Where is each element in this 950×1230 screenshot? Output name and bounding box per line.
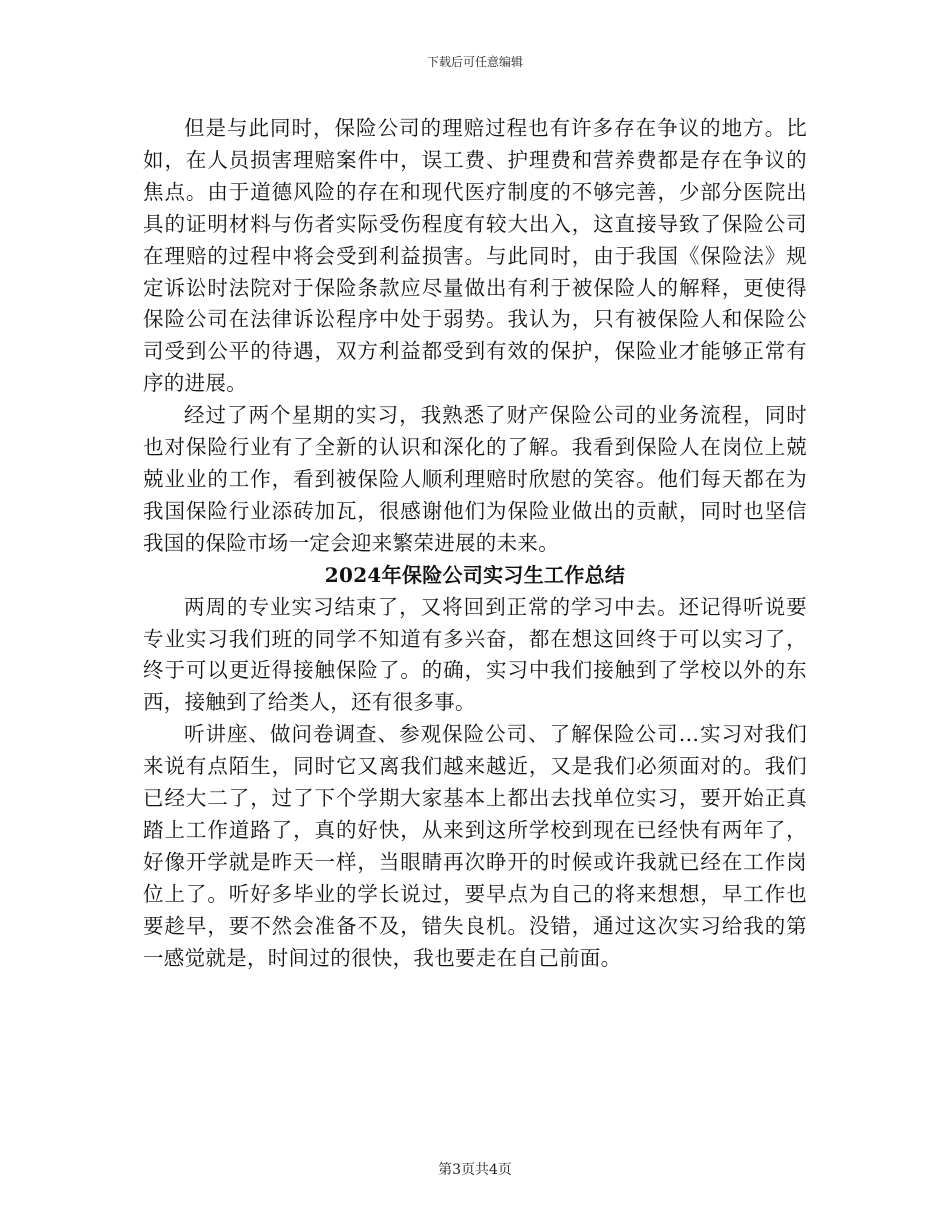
paragraph: 两周的专业实习结束了，又将回到正常的学习中去。还记得听说要专业实习我们班的同学不知道有多兴奋，都在想这回终于可以实习了，终于可以更近得接触保险了。的确，实习中我们接触到了学校以外的东西，接触到了给类人，还有很多事。 <box>143 594 807 715</box>
paragraph: 听讲座、做问卷调查、参观保险公司、了解保险公司…实习对我们来说有点陌生，同时它又离我们越来越近，又是我们必须面对的。我们已经大二了，过了下个学期大家基本上都出去找单位实习，要开始正真踏上工作道路了，真的好快，从来到这所学校到现在已经快有两年了，好像开学就是昨天一样，当眼睛再次睁开的时候或许我就已经在工作岗位上了。听好多毕业的学长说过，要早点为自己的将来想想，早工作也要趁早，要不然会准备不及，错失良机。没错，通过这次实习给我的第一感觉就是，时间过的很快，我也要走在自己前面。 <box>143 722 807 970</box>
page-number: 第3页共4页 <box>438 1162 512 1178</box>
paragraph: 经过了两个星期的实习，我熟悉了财产保险公司的业务流程，同时也对保险行业有了全新的认识和深化的了解。我看到保险人在岗位上兢兢业业的工作，看到被保险人顺利理赔时欣慰的笑容。他们每天都在为我国保险行业添砖加瓦，很感谢他们为保险业做出的贡献，同时也坚信我国的保险市场一定会迎来繁荣进展的未来。 <box>143 403 807 555</box>
page-header: 下载后可任意编辑 <box>426 55 523 69</box>
section-title: 2024年保险公司实习生工作总结 <box>324 562 626 587</box>
document-body <box>143 113 807 974</box>
paragraph: 但是与此同时，保险公司的理赔过程也有许多存在争议的地方。比如，在人员损害理赔案件中，误工费、护理费和营养费都是存在争议的焦点。由于道德风险的存在和现代医疗制度的不够完善，少部分医院出具的证明材料与伤者实际受伤程度有较大出入，这直接导致了保险公司在理赔的过程中将会受到利益损害。与此同时，由于我国《保险法》规定诉讼时法院对于保险条款应尽量做出有利于被保险人的解释，更使得保险公司在法律诉讼程序中处于弱势。我认为，只有被保险人和保险公司受到公平的待遇，双方利益都受到有效的保护，保险业才能够正常有序的进展。 <box>143 116 807 396</box>
